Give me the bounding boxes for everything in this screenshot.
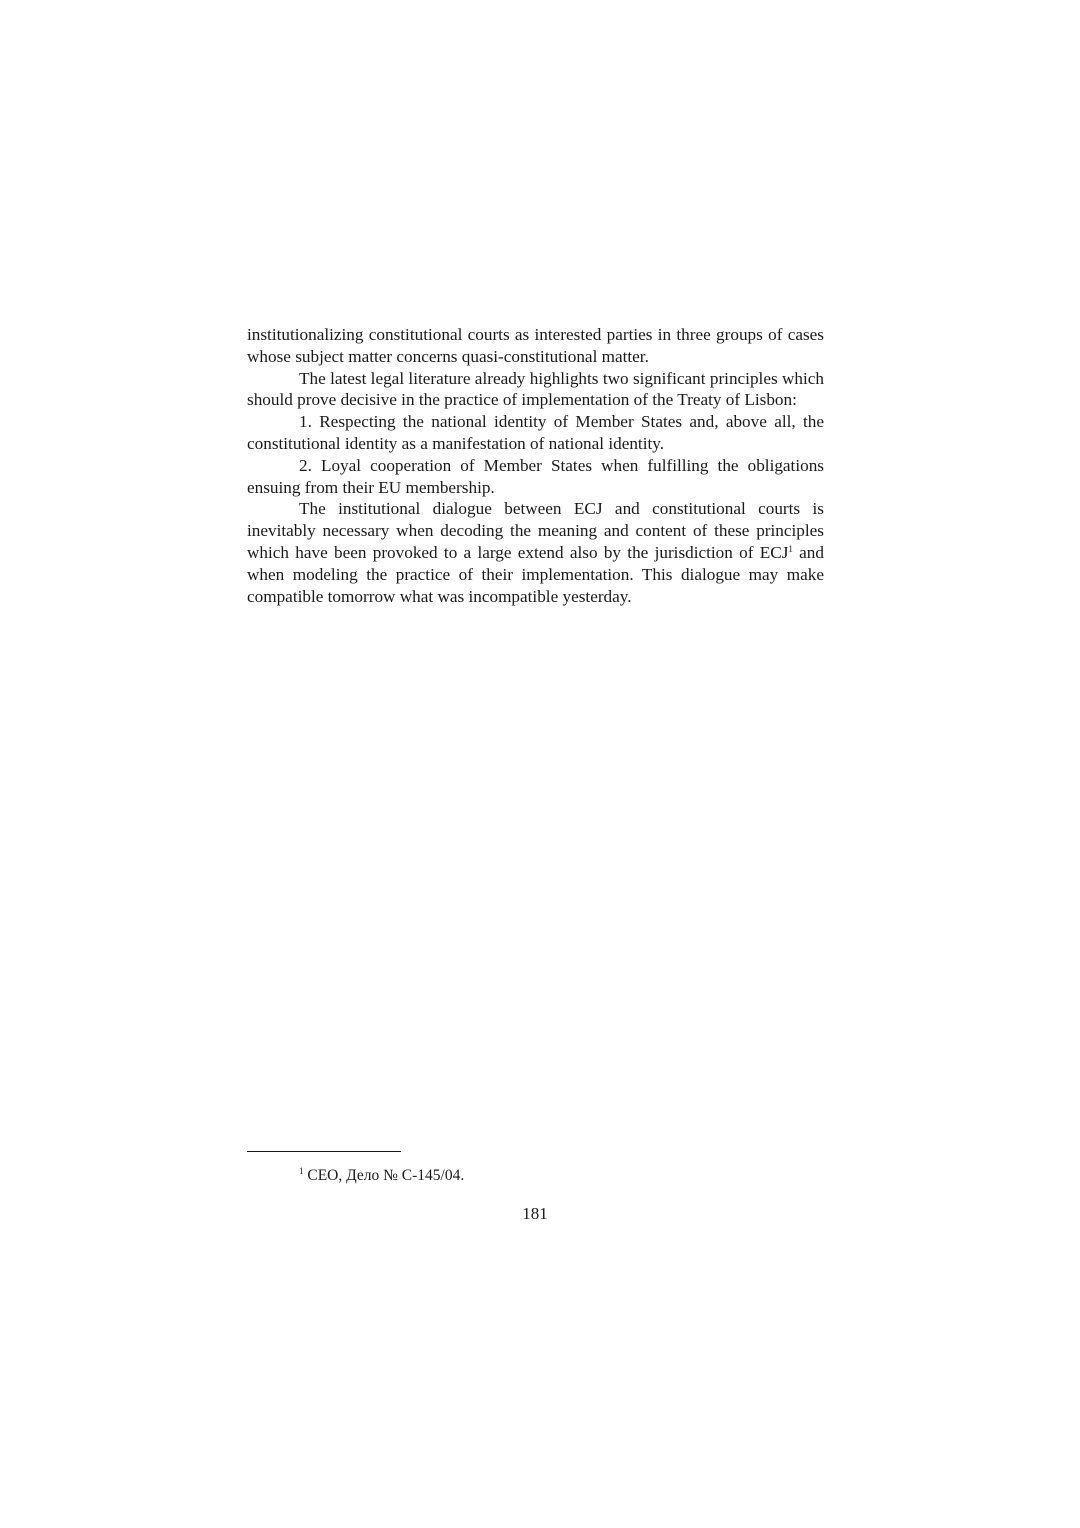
paragraph-text-before-ref: The institutional dialogue between ECJ and constitutional courts is inevitably necessary when decoding the meaning and content of these principles which have been provoked to a large extend also by the jurisdiction of ECJ — [247, 499, 824, 562]
footnote-separator — [247, 1151, 401, 1152]
paragraph-continuation: institutionalizing constitutional courts as interested parties in three groups of cases whose subject matter concerns quasi-constitutional matter. — [247, 325, 824, 366]
main-text — [247, 324, 824, 607]
paragraph-institutional-dialogue — [247, 498, 824, 607]
paragraph-principle-1: 1. Respecting the national identity of Member States and, above all, the constitutional identity as a manifestation of national identity. — [247, 412, 824, 453]
paragraph-text-after-ref: and when modeling the practice of their implementation. This dialogue may make compatible tomorrow what was incompatible yesterday. — [247, 542, 824, 606]
footnote-reference: 1 — [788, 543, 793, 554]
footnote-mark: 1 — [299, 1166, 304, 1176]
page-number: 181 — [522, 1204, 548, 1223]
paragraph-principles-intro: The latest legal literature already highlights two significant principles which should prove decisive in the practice of implementation of the Treaty of Lisbon: — [247, 368, 824, 410]
footnote — [299, 1166, 464, 1186]
footnote-text: CEO, Дело № C-145/04. — [303, 1167, 465, 1184]
paragraph-principle-2: 2. Loyal cooperation of Member States when fulfilling the obligations ensuing from their EU membership. — [247, 455, 824, 497]
